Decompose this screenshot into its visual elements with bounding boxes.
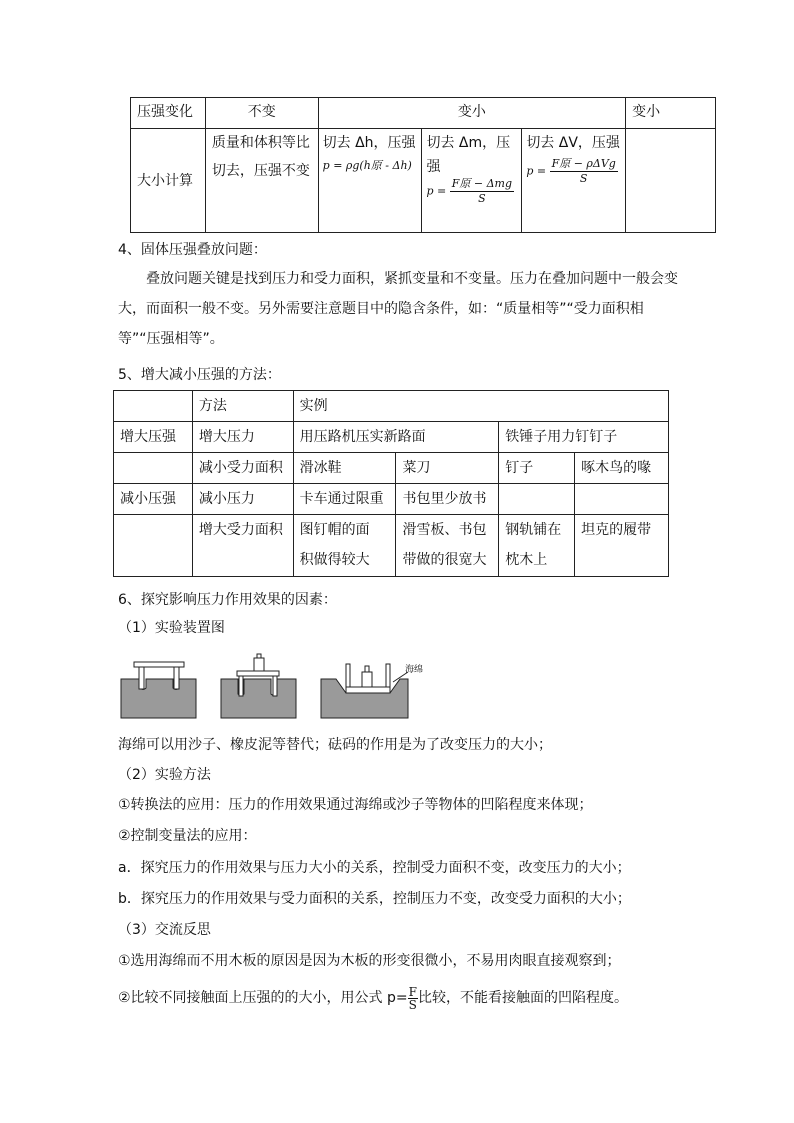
sponge-2 [221,679,296,718]
cell-text: 切去 Δh，压强 [322,135,416,151]
table-cell: 钉子 [499,453,575,484]
subsection-3-heading: （3）交流反思 [118,922,211,938]
formula-cut-height: p = ρg(h原 - Δh) [322,159,412,172]
cell-text: 图钉帽的面 [299,522,370,538]
cell-text: 滑雪板、书包 [402,522,487,538]
table-cell: 啄木鸟的喙 [575,453,669,484]
table-cell: 菜刀 [396,453,499,484]
table-cell: 滑冰鞋 [293,453,396,484]
table-row-label: 大小计算 [131,129,206,233]
method-2b: b．探究压力的作用效果与受力面积的关系，控制压力不变，改变受力面积的大小； [118,891,631,907]
table-header-cell: 方法 [192,391,293,422]
table-cell [422,129,522,233]
table-leg-3b [386,664,390,687]
cell-text: 带做的很宽大 [402,552,487,568]
table-leg-3 [346,664,350,687]
formula-lhs: p = [526,164,547,178]
table-cell: 增大受力面积 [192,515,293,577]
table-cell [499,515,575,577]
table-cell: 增大压力 [192,422,293,453]
fraction-denominator: S [478,192,486,205]
table-cell: 书包里少放书 [396,484,499,515]
table-cell [396,515,499,577]
fraction [550,157,618,186]
table-leg-2 [239,676,243,696]
section-6-heading: 6、探究影响压力作用效果的因素： [118,592,337,608]
fraction [450,177,514,206]
table-header-cell: 变小 [626,98,716,129]
cell-text: 切去 ΔV，压强 [526,135,620,151]
fraction-numerator: F [408,984,417,999]
cell-text: 强 [426,159,441,175]
fraction-numerator: F原 − Δmg [451,177,512,190]
pressure-change-table [130,97,716,233]
table-cell [575,515,669,577]
reflection-2-suffix: 比较，不能看接触面的凹陷程度。 [417,990,628,1006]
pressure-methods-table [113,390,669,577]
cell-text: 钢轨铺在 [505,522,562,538]
subsection-1-heading: （1）实验装置图 [118,620,225,636]
table-cell [318,129,422,233]
table-header-cell: 不变 [205,98,318,129]
table-cell: 减小压力 [192,484,293,515]
weight-3 [362,672,372,687]
table-header-cell [114,391,193,422]
method-2a: a．探究压力的作用效果与压力大小的关系，控制受力面积不变，改变压力的大小； [118,860,631,876]
weight-2 [254,658,264,671]
sponge-1 [121,679,196,718]
section-4-heading: 4、固体压强叠放问题： [118,242,267,258]
cell-text: 切去，压强不变 [211,163,310,179]
method-1: ①转换法的应用：压力的作用效果通过海绵或沙子等物体的凹陷程度来体现； [118,797,593,813]
section-5-heading: 5、增大减小压强的方法： [118,367,281,383]
table-cell-empty [114,453,193,484]
section-4-paragraph: 叠放问题关键是找到压力和受力面积，紧抓变量和不变量。压力在叠加问题中一般会变大，而面积一般不变。另外需要注意题目中的隐含条件，如：“质量相等”“受力面积相等”“压强相等”。 [118,271,678,347]
table-cell-empty [499,484,575,515]
table-cell: 减小受力面积 [192,453,293,484]
formula-lhs: p = [426,184,447,198]
table-cell [293,515,396,577]
method-2: ②控制变量法的应用： [118,828,257,844]
table-row-label: 减小压强 [114,484,193,515]
table-cell-empty [575,484,669,515]
cell-text: 切去 Δm，压 [426,135,511,151]
reflection-1: ①选用海绵而不用木板的原因是因为木板的形变很微小，不易用肉眼直接观察到； [118,953,621,969]
fraction-numerator: F原 − ρΔVg [551,157,616,170]
fraction-denominator: S [408,997,417,1012]
cell-text: 质量和体积等比 [211,135,310,151]
table-header-cell: 变小 [318,98,625,129]
subsection-2-heading: （2）实验方法 [118,767,211,783]
weight-2-knob [257,654,261,658]
cell-text: 积做得较大 [299,552,370,568]
table-top-3 [346,687,390,693]
table-cell: 卡车通过限重 [293,484,396,515]
sponge-note: 海绵可以用沙子、橡皮泥等替代；砝码的作用是为了改变压力的大小； [118,737,552,753]
cell-text: 坦克的履带 [581,522,652,538]
sponge-label: 海绵 [405,665,424,675]
table-leg-1 [139,667,144,689]
table-cell [522,129,626,233]
table-leg-1b [174,667,179,689]
weight-3-knob [365,666,369,672]
reflection-2 [118,984,628,1012]
pressure-formula-fraction [408,986,418,1011]
table-leg-2b [273,676,277,696]
table-cell [205,129,318,233]
table-cell: 铁锤子用力钉钉子 [499,422,669,453]
cell-text: 枕木上 [505,552,548,568]
table-header-cell: 实例 [293,391,668,422]
table-row-label: 增大压强 [114,422,193,453]
table-cell: 用压路机压实新路面 [293,422,499,453]
table-header-cell: 压强变化 [131,98,206,129]
table-top-1 [134,662,184,667]
table-top-2 [237,671,279,676]
reflection-2-prefix: ②比较不同接触面上压强的的大小，用公式 p= [118,990,408,1006]
table-cell-empty [626,129,716,233]
fraction-denominator: S [579,172,588,185]
experiment-apparatus-figure [118,650,438,730]
table-cell-empty [114,515,193,577]
formula-cut-mass [426,177,517,206]
formula-cut-volume [526,157,621,186]
